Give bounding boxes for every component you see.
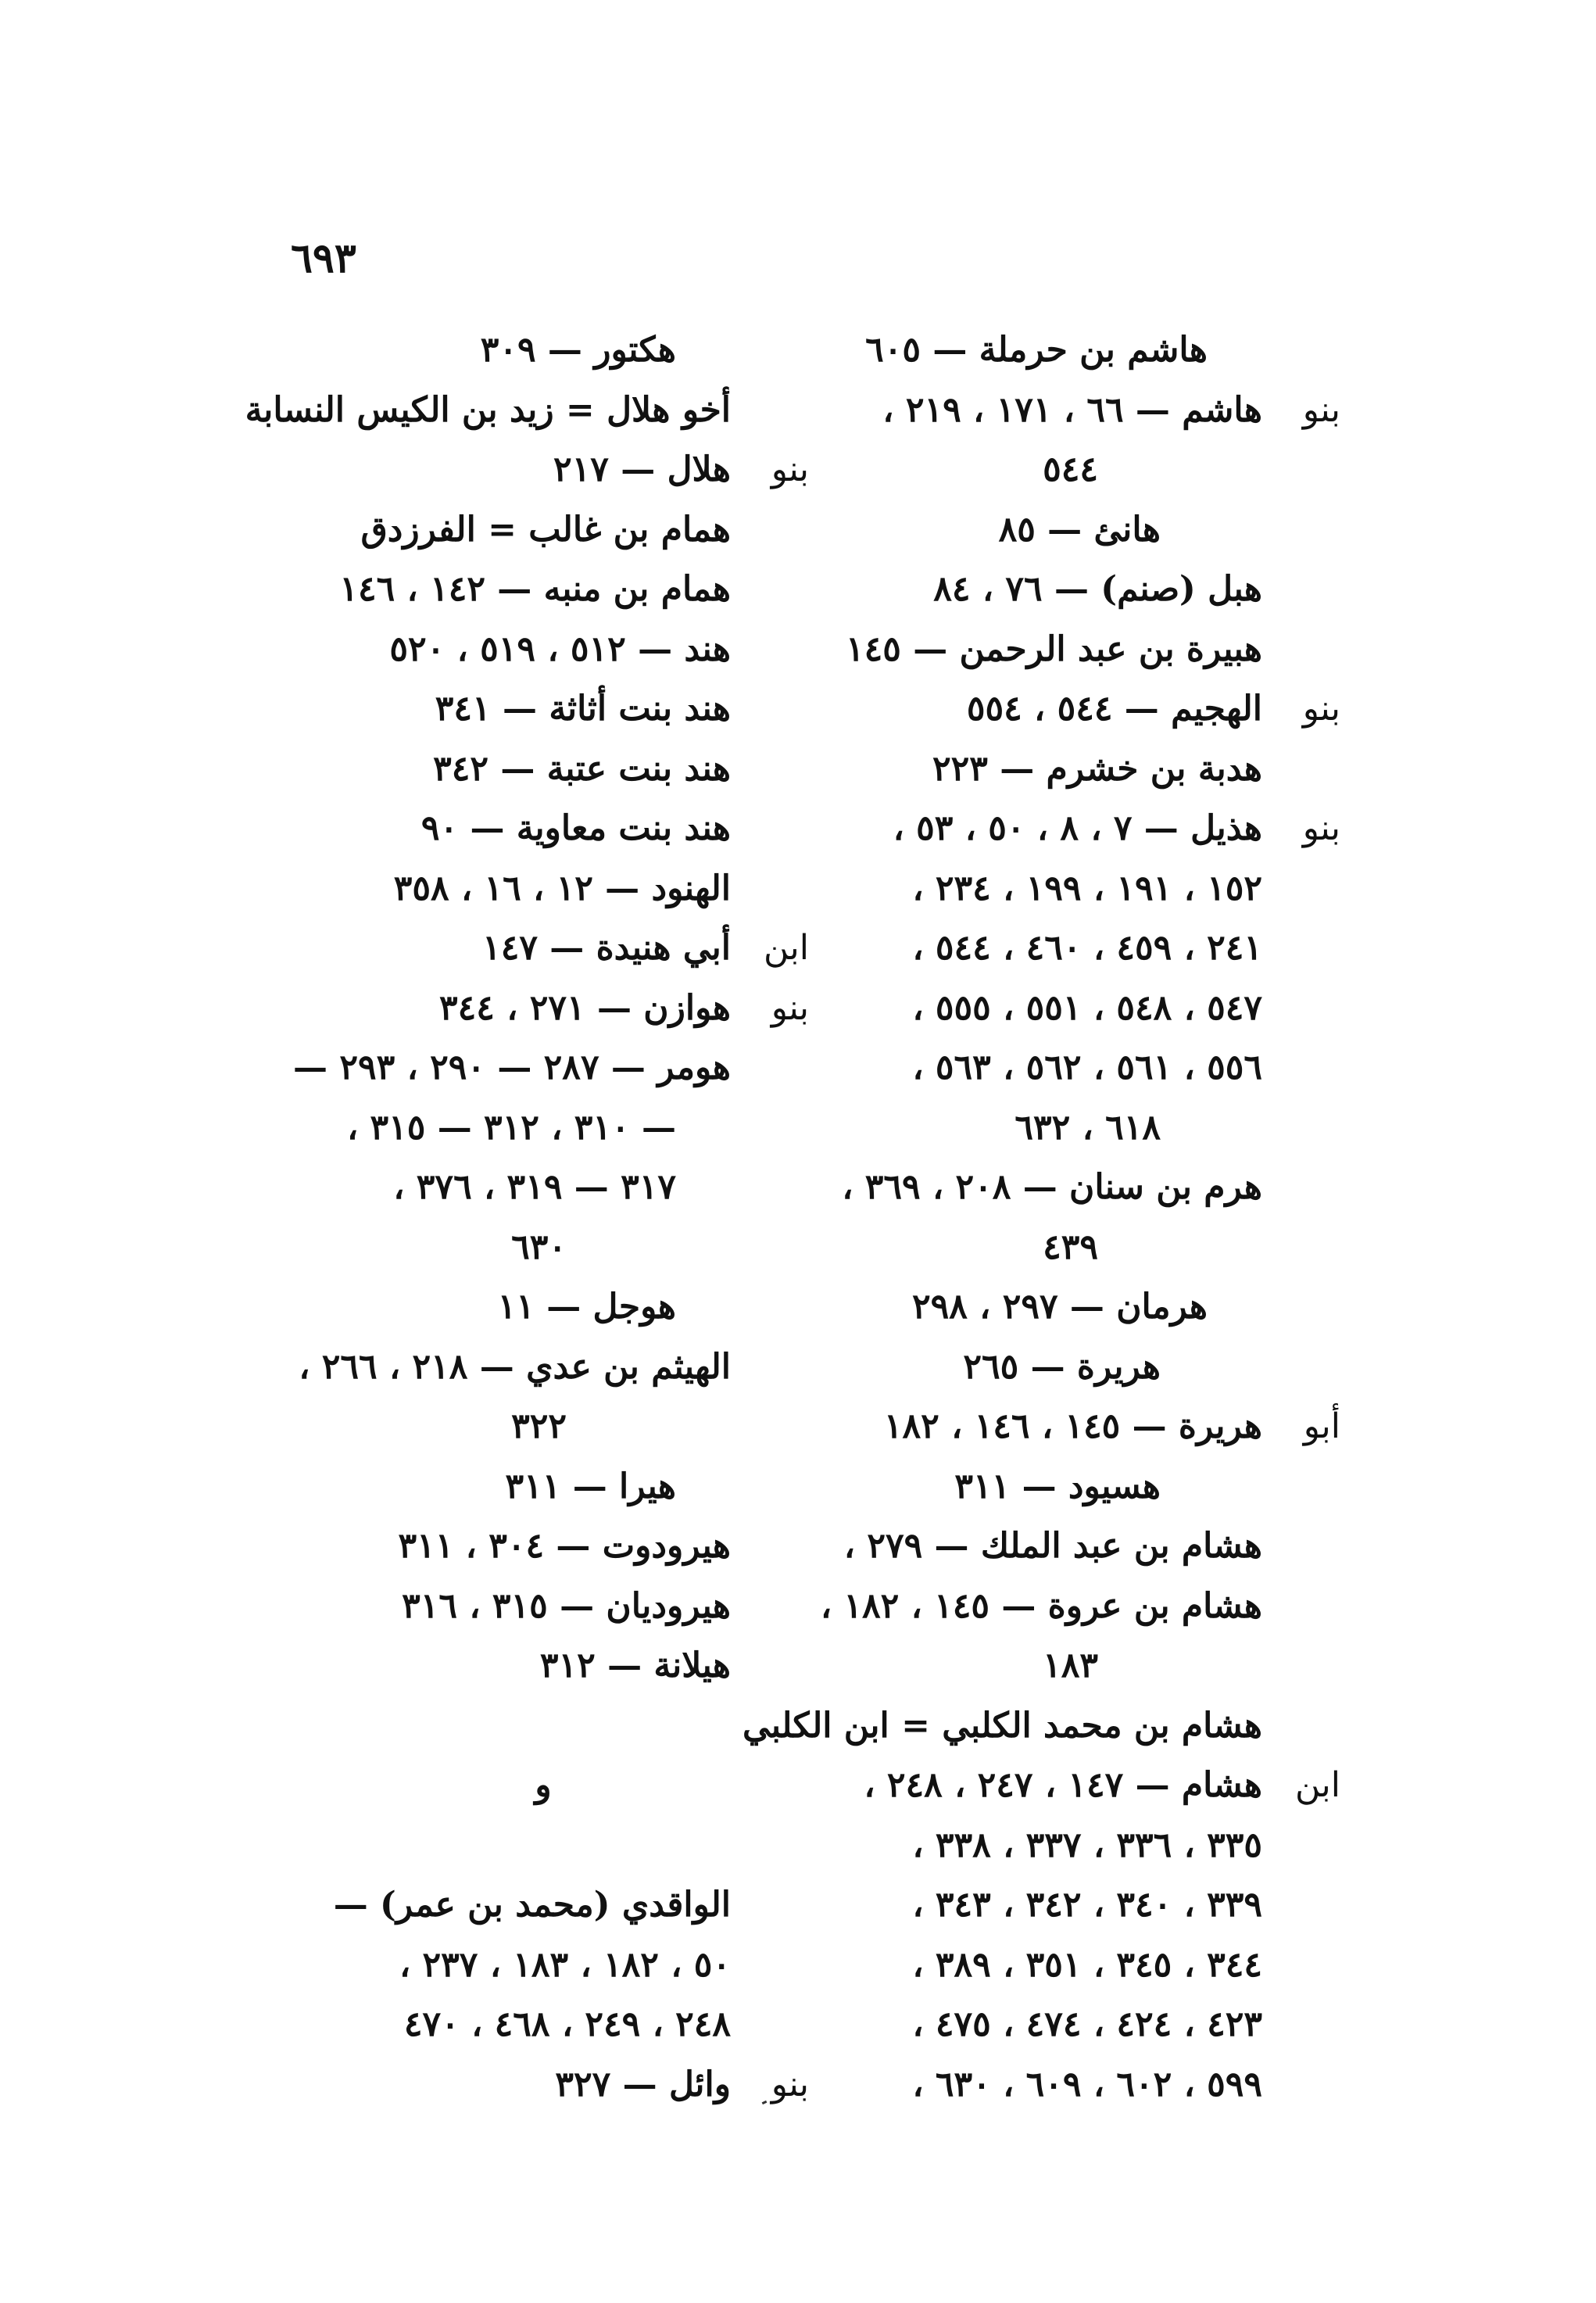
index-entry [805, 440, 1340, 500]
entry-text: هيرودوت — ٣٠٤ ، ٣١١ [398, 1526, 731, 1566]
blank-line [277, 1816, 809, 1876]
index-entry [277, 1158, 809, 1218]
index-entry [805, 381, 1340, 441]
entry-prefix: أبو [1303, 1406, 1340, 1446]
index-entry [805, 1756, 1340, 1816]
entry-text: هند بنت عتبة — ٣٤٢ [433, 748, 731, 789]
index-entry [277, 859, 809, 919]
index-entry [277, 1397, 809, 1457]
entry-text: أخو هلال = زيد بن الكيس النسابة [245, 389, 731, 430]
entry-text: همام بن منبه — ١٤٢ ، ١٤٦ [339, 569, 731, 609]
index-column-right [743, 321, 1340, 2115]
index-entry [805, 1338, 1340, 1398]
entry-text: ٣٣٩ ، ٣٤٠ ، ٣٤٢ ، ٣٤٣ ، [912, 1885, 1262, 1925]
entry-text: هاشم بن حرملة — ٦٠٥ [865, 330, 1208, 370]
entry-text: هاشم — ٦٦ ، ١٧١ ، ٢١٩ ، [882, 389, 1262, 430]
entry-text: الهجيم — ٥٤٤ ، ٥٥٤ [966, 689, 1262, 729]
index-entry [805, 1995, 1340, 2055]
entry-text: وائل — ٣٢٧ [555, 2064, 731, 2104]
entry-text: ١٥٢ ، ١٩١ ، ١٩٩ ، ٢٣٤ ، [912, 868, 1262, 908]
entry-text: ٦١٨ ، ٦٣٢ [1014, 1107, 1161, 1148]
index-entry [277, 1577, 809, 1637]
index-entry [805, 740, 1340, 800]
entry-text: هوازن — ٢٧١ ، ٣٤٤ [438, 987, 731, 1028]
index-entry [277, 1517, 809, 1577]
entry-text: ٣٢٢ [511, 1406, 567, 1446]
index-entry [805, 919, 1340, 979]
entry-text: هريرة — ٢٦٥ [963, 1346, 1161, 1387]
index-entry [805, 799, 1340, 859]
index-entry [277, 1038, 809, 1098]
entry-text: ٥٤٤ [1043, 449, 1098, 489]
index-entry [277, 2055, 809, 2115]
entry-text: هيرا — ٣١١ [505, 1466, 676, 1506]
index-entry [277, 919, 809, 979]
entry-text: ٥٤٧ ، ٥٤٨ ، ٥٥١ ، ٥٥٥ ، [912, 987, 1262, 1028]
entry-prefix: بنو [771, 449, 809, 489]
entry-text: ٥٥٦ ، ٥٦١ ، ٥٦٢ ، ٥٦٣ ، [912, 1048, 1262, 1087]
entry-text: هند — ٥١٢ ، ٥١٩ ، ٥٢٠ [389, 629, 731, 669]
entry-text: هذيل — ٧ ، ٨ ، ٥٠ ، ٥٣ ، [893, 808, 1262, 848]
index-entry [805, 560, 1340, 620]
entry-text: الهنود — ١٢ ، ١٦ ، ٣٥٨ [393, 868, 731, 908]
entry-text: همام بن غالب = الفرزدق [360, 509, 731, 550]
entry-text: ٤٣٩ [1043, 1227, 1098, 1267]
entry-text: هانئ — ٨٥ [998, 509, 1161, 550]
index-entry [805, 859, 1340, 919]
entry-text: هوجل — ١١ [497, 1287, 676, 1327]
index-entry [277, 1875, 809, 1936]
entry-prefix: بنو [771, 2064, 809, 2104]
index-entry [277, 1995, 809, 2055]
entry-text: هرمان — ٢٩٧ ، ٢٩٨ [911, 1287, 1208, 1327]
index-entry [277, 1098, 809, 1159]
entry-text: هند بنت معاوية — ٩٠ [420, 808, 731, 848]
index-entry [805, 1875, 1340, 1936]
index-entry [805, 1098, 1340, 1159]
entry-text: هشام — ١٤٧ ، ٢٤٧ ، ٢٤٨ ، [864, 1765, 1262, 1805]
entry-text: ١٨٣ [1043, 1646, 1098, 1685]
index-entry [277, 1277, 809, 1338]
index-entry [805, 2055, 1340, 2115]
entry-text: هبل (صنم) — ٧٦ ، ٨٤ [933, 569, 1262, 609]
entry-text: الواقدي (محمد بن عمر) — [333, 1885, 731, 1925]
entry-text: ٤٢٣ ، ٤٢٤ ، ٤٧٤ ، ٤٧٥ ، [912, 2004, 1262, 2044]
index-entry [277, 679, 809, 740]
entry-prefix: بنو [771, 987, 809, 1028]
index-entry [805, 1517, 1340, 1577]
entry-text: أبي هنيدة — ١٤٧ [482, 928, 731, 968]
entry-prefix: بنو [1302, 389, 1340, 430]
entry-text: هند بنت أثاثة — ٣٤١ [435, 689, 731, 729]
index-entry [805, 979, 1340, 1039]
index-entry [805, 620, 1340, 680]
entry-text: هبيرة بن عبد الرحمن — ١٤٥ [846, 629, 1262, 669]
entry-prefix: ابن [764, 928, 809, 968]
index-entry [805, 1457, 1340, 1517]
index-entry [277, 560, 809, 620]
index-entry [277, 979, 809, 1039]
entry-text: هيروديان — ٣١٥ ، ٣١٦ [402, 1585, 731, 1626]
index-entry [805, 1577, 1340, 1637]
index-entry [805, 1038, 1340, 1098]
entry-prefix: بنو [1302, 808, 1340, 848]
index-entry [805, 321, 1340, 381]
index-column-left [245, 321, 809, 2115]
index-entry [277, 620, 809, 680]
entry-text: هدبة بن خشرم — ٢٢٣ [932, 748, 1262, 789]
entry-text: ٣٣٥ ، ٣٣٦ ، ٣٣٧ ، ٣٣٨ ، [912, 1825, 1262, 1865]
index-entry [805, 500, 1340, 561]
blank-line [277, 1696, 809, 1757]
letter-section-heading: و [535, 1765, 552, 1805]
entry-text: الهيثم بن عدي — ٢١٨ ، ٢٦٦ ، [299, 1346, 731, 1387]
index-entry [277, 1457, 809, 1517]
index-entry [805, 1636, 1340, 1696]
entry-text: ٦٣٠ [511, 1227, 567, 1267]
entry-prefix: ابن [1295, 1765, 1340, 1805]
entry-prefix: بنو [1302, 689, 1340, 729]
index-entry [805, 1816, 1340, 1876]
index-entry [277, 440, 809, 500]
index-entry [805, 679, 1340, 740]
index-entry [805, 1936, 1340, 1996]
index-entry [277, 1936, 809, 1996]
index-entry [277, 799, 809, 859]
index-entry [805, 1397, 1340, 1457]
index-entry [805, 1277, 1340, 1338]
index-entry [277, 1636, 809, 1696]
entry-text: ٣٤٤ ، ٣٤٥ ، ٣٥١ ، ٣٨٩ ، [912, 1944, 1262, 1985]
entry-text: — ٣١٠ ، ٣١٢ — ٣١٥ ، [346, 1107, 676, 1148]
entry-text: هشام بن عروة — ١٤٥ ، ١٨٢ ، [820, 1585, 1262, 1626]
entry-text: هرم بن سنان — ٢٠٨ ، ٣٦٩ ، [842, 1167, 1262, 1207]
entry-text: هشام بن محمد الكلبي = ابن الكلبي [743, 1705, 1262, 1746]
entry-text: هيلانة — ٣١٢ [539, 1646, 731, 1685]
entry-text: هريرة — ١٤٥ ، ١٤٦ ، ١٨٢ [883, 1406, 1262, 1446]
entry-text: هكتور — ٣٠٩ [480, 330, 676, 370]
page-number: ٦٩٣ [291, 235, 356, 282]
index-entry [277, 1218, 809, 1278]
entry-text: هلال — ٢١٧ [553, 449, 731, 489]
entry-text: ٢٤١ ، ٤٥٩ ، ٤٦٠ ، ٥٤٤ ، [912, 928, 1262, 968]
index-entry [743, 1696, 1340, 1757]
entry-text: ٥٠ ، ١٨٢ ، ١٨٣ ، ٢٣٧ ، [399, 1944, 731, 1985]
entry-text: ٢٤٨ ، ٢٤٩ ، ٤٦٨ ، ٤٧٠ [403, 2004, 731, 2044]
entry-text: هومر — ٢٨٧ — ٢٩٠ ، ٢٩٣ — [293, 1048, 731, 1087]
entry-text: هسيود — ٣١١ [954, 1466, 1161, 1506]
entry-text: ٥٩٩ ، ٦٠٢ ، ٦٠٩ ، ٦٣٠ ، [912, 2064, 1262, 2104]
entry-text: ٣١٧ — ٣١٩ ، ٣٧٦ ، [393, 1167, 676, 1207]
index-entry [805, 1158, 1340, 1218]
index-entry [277, 740, 809, 800]
entry-text: هشام بن عبد الملك — ٢٧٩ ، [843, 1526, 1262, 1566]
index-entry [277, 1338, 809, 1398]
index-entry [277, 500, 809, 561]
index-entry [245, 381, 809, 441]
index-entry [277, 321, 809, 381]
index-entry [805, 1218, 1340, 1278]
